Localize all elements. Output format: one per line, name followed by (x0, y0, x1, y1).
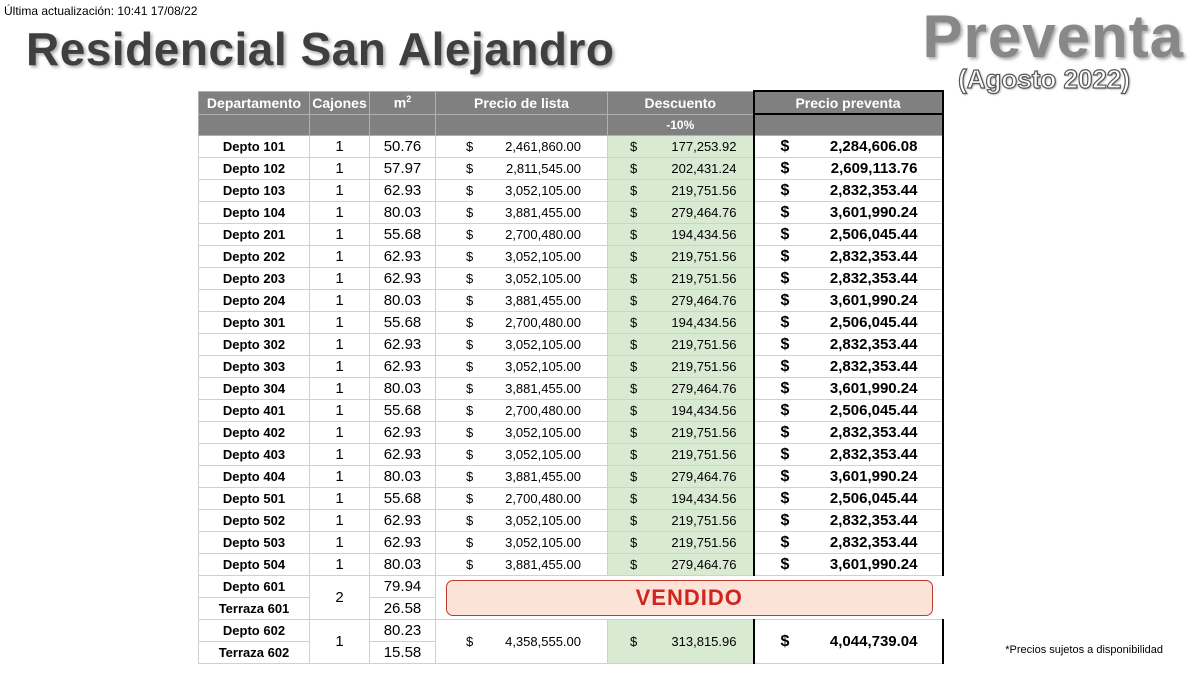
unit-descuento: $ 219,751.56 (608, 268, 754, 290)
unit-m2: 80.03 (370, 466, 436, 488)
unit-precio-lista: $ 2,700,480.00 (436, 224, 608, 246)
unit-m2: 55.68 (370, 488, 436, 510)
table-row (199, 422, 943, 444)
unit-m2: 62.93 (370, 334, 436, 356)
unit-cajones: 1 (310, 202, 370, 224)
unit-precio-lista: $ 2,811,545.00 (436, 158, 608, 180)
unit-precio-preventa: $ 3,601,990.24 (754, 202, 943, 224)
unit-descuento: $ 177,253.92 (608, 136, 754, 158)
unit-m2: 62.93 (370, 180, 436, 202)
unit-cajones: 1 (310, 356, 370, 378)
unit-name: Depto 301 (199, 312, 310, 334)
unit-descuento: $ 219,751.56 (608, 510, 754, 532)
price-table (198, 90, 944, 664)
terrace-name: Terraza 601 (199, 598, 310, 620)
unit-name: Depto 202 (199, 246, 310, 268)
table-row (199, 268, 943, 290)
unit-precio-preventa: $ 2,832,353.44 (754, 422, 943, 444)
sold-cell (436, 576, 943, 620)
unit-m2: 79.94 (370, 576, 436, 598)
unit-descuento: $ 279,464.76 (608, 554, 754, 576)
unit-precio-preventa: $ 2,832,353.44 (754, 532, 943, 554)
header-departamento: Departamento (199, 91, 310, 114)
preventa-heading: Preventa (922, 3, 1184, 70)
unit-m2: 80.03 (370, 378, 436, 400)
unit-precio-preventa: $ 2,284,606.08 (754, 136, 943, 158)
table-row (199, 554, 943, 576)
unit-m2: 62.93 (370, 510, 436, 532)
availability-note: *Precios sujetos a disponibilidad (1005, 644, 1163, 656)
unit-precio-preventa: $ 3,601,990.24 (754, 290, 943, 312)
page-title: Residencial San Alejandro (26, 23, 615, 75)
unit-m2: 80.03 (370, 202, 436, 224)
table-row (199, 334, 943, 356)
unit-name: Depto 504 (199, 554, 310, 576)
discount-percent: -10% (608, 114, 754, 136)
unit-descuento: $ 219,751.56 (608, 334, 754, 356)
unit-descuento: $ 219,751.56 (608, 444, 754, 466)
unit-cajones: 1 (310, 334, 370, 356)
unit-descuento: $ 219,751.56 (608, 422, 754, 444)
unit-cajones: 1 (310, 620, 370, 664)
unit-descuento: $ 279,464.76 (608, 466, 754, 488)
unit-cajones: 1 (310, 158, 370, 180)
table-row (199, 488, 943, 510)
unit-precio-lista: $ 2,700,480.00 (436, 312, 608, 334)
unit-precio-lista: $ 3,881,455.00 (436, 202, 608, 224)
unit-descuento: $ 279,464.76 (608, 290, 754, 312)
table-row (199, 400, 943, 422)
unit-precio-preventa: $ 2,832,353.44 (754, 246, 943, 268)
unit-m2: 80.03 (370, 554, 436, 576)
unit-precio-preventa: $ 2,506,045.44 (754, 224, 943, 246)
unit-name: Depto 203 (199, 268, 310, 290)
header-descuento: Descuento (608, 91, 754, 114)
unit-m2: 62.93 (370, 422, 436, 444)
unit-name: Depto 104 (199, 202, 310, 224)
unit-precio-lista: $ 3,052,105.00 (436, 246, 608, 268)
unit-precio-preventa: $ 3,601,990.24 (754, 378, 943, 400)
unit-m2: 62.93 (370, 268, 436, 290)
unit-descuento: $ 219,751.56 (608, 532, 754, 554)
header-m2: $m^2$ (370, 91, 436, 114)
unit-precio-lista: $ 4,358,555.00 (436, 620, 608, 664)
unit-precio-preventa: $ 4,044,739.04 (754, 620, 943, 664)
unit-precio-lista: $ 3,881,455.00 (436, 290, 608, 312)
unit-precio-lista: $ 2,700,480.00 (436, 488, 608, 510)
unit-descuento: $ 279,464.76 (608, 378, 754, 400)
unit-name: Depto 401 (199, 400, 310, 422)
unit-precio-preventa: $ 2,832,353.44 (754, 334, 943, 356)
unit-name: Depto 302 (199, 334, 310, 356)
unit-descuento: $ 219,751.56 (608, 246, 754, 268)
unit-descuento: $ 194,434.56 (608, 488, 754, 510)
sold-badge: VENDIDO (446, 580, 933, 616)
unit-name: Depto 403 (199, 444, 310, 466)
unit-precio-preventa: $ 2,832,353.44 (754, 268, 943, 290)
unit-precio-lista: $ 3,052,105.00 (436, 444, 608, 466)
unit-precio-lista: $ 3,052,105.00 (436, 510, 608, 532)
unit-descuento: $ 202,431.24 (608, 158, 754, 180)
last-updated: Última actualización: 10:41 17/08/22 (4, 4, 198, 18)
unit-m2: 50.76 (370, 136, 436, 158)
unit-cajones: 1 (310, 400, 370, 422)
unit-m2: 57.97 (370, 158, 436, 180)
preventa-date: (Agosto 2022) (958, 64, 1130, 94)
unit-precio-lista: $ 3,052,105.00 (436, 422, 608, 444)
unit-cajones: 1 (310, 268, 370, 290)
unit-precio-lista: $ 3,881,455.00 (436, 378, 608, 400)
unit-precio-preventa: $ 3,601,990.24 (754, 554, 943, 576)
unit-m2: 62.93 (370, 356, 436, 378)
header-precio-preventa: Precio preventa (754, 91, 943, 114)
unit-cajones: 1 (310, 378, 370, 400)
unit-m2: 62.93 (370, 444, 436, 466)
unit-precio-preventa: $ 2,832,353.44 (754, 444, 943, 466)
unit-precio-preventa: $ 2,832,353.44 (754, 180, 943, 202)
table-row (199, 158, 943, 180)
unit-precio-lista: $ 3,052,105.00 (436, 532, 608, 554)
unit-name: Depto 102 (199, 158, 310, 180)
unit-cajones: 1 (310, 290, 370, 312)
unit-cajones: 1 (310, 312, 370, 334)
table-row (199, 444, 943, 466)
unit-descuento: $ 194,434.56 (608, 224, 754, 246)
unit-precio-preventa: $ 2,832,353.44 (754, 356, 943, 378)
unit-descuento: $ 313,815.96 (608, 620, 754, 664)
unit-precio-preventa: $ 2,506,045.44 (754, 488, 943, 510)
table-row (199, 356, 943, 378)
header-cajones: Cajones (310, 91, 370, 114)
unit-m2: 62.93 (370, 246, 436, 268)
unit-cajones: 1 (310, 444, 370, 466)
unit-cajones: 1 (310, 422, 370, 444)
table-row (199, 378, 943, 400)
unit-precio-lista: $ 3,052,105.00 (436, 334, 608, 356)
unit-name: Depto 303 (199, 356, 310, 378)
unit-cajones: 1 (310, 246, 370, 268)
unit-precio-preventa: $ 2,832,353.44 (754, 510, 943, 532)
unit-cajones: 1 (310, 466, 370, 488)
unit-cajones: 1 (310, 224, 370, 246)
unit-m2: 55.68 (370, 312, 436, 334)
unit-name: Depto 503 (199, 532, 310, 554)
unit-descuento: $ 219,751.56 (608, 180, 754, 202)
table-row (199, 202, 943, 224)
unit-name: Depto 201 (199, 224, 310, 246)
unit-name: Depto 103 (199, 180, 310, 202)
table-row (199, 246, 943, 268)
unit-descuento: $ 219,751.56 (608, 356, 754, 378)
unit-precio-lista: $ 3,881,455.00 (436, 554, 608, 576)
unit-name: Depto 502 (199, 510, 310, 532)
header-precio-lista: Precio de lista (436, 91, 608, 114)
unit-precio-preventa: $ 2,506,045.44 (754, 400, 943, 422)
unit-cajones: 1 (310, 488, 370, 510)
unit-precio-preventa: $ 2,609,113.76 (754, 158, 943, 180)
table-row (199, 466, 943, 488)
unit-cajones: 1 (310, 532, 370, 554)
unit-name: Depto 601 (199, 576, 310, 598)
unit-descuento: $ 194,434.56 (608, 400, 754, 422)
unit-descuento: $ 279,464.76 (608, 202, 754, 224)
unit-cajones: 2 (310, 576, 370, 620)
unit-precio-lista: $ 3,052,105.00 (436, 356, 608, 378)
table-row (199, 290, 943, 312)
unit-name: Depto 304 (199, 378, 310, 400)
unit-name: Depto 101 (199, 136, 310, 158)
unit-cajones: 1 (310, 136, 370, 158)
unit-m2: 55.68 (370, 224, 436, 246)
unit-m2: 80.23 (370, 620, 436, 642)
table-row (199, 532, 943, 554)
unit-m2: 55.68 (370, 400, 436, 422)
terrace-name: Terraza 602 (199, 642, 310, 664)
unit-precio-lista: $ 3,052,105.00 (436, 180, 608, 202)
table-row (199, 224, 943, 246)
unit-cajones: 1 (310, 180, 370, 202)
unit-precio-lista: $ 3,052,105.00 (436, 268, 608, 290)
unit-m2: 62.93 (370, 532, 436, 554)
unit-name: Depto 602 (199, 620, 310, 642)
unit-precio-lista: $ 3,881,455.00 (436, 466, 608, 488)
unit-name: Depto 402 (199, 422, 310, 444)
unit-precio-lista: $ 2,461,860.00 (436, 136, 608, 158)
unit-name: Depto 501 (199, 488, 310, 510)
unit-precio-preventa: $ 3,601,990.24 (754, 466, 943, 488)
terrace-m2: 15.58 (370, 642, 436, 664)
unit-name: Depto 204 (199, 290, 310, 312)
table-row (199, 180, 943, 202)
unit-precio-lista: $ 2,700,480.00 (436, 400, 608, 422)
terrace-m2: 26.58 (370, 598, 436, 620)
unit-descuento: $ 194,434.56 (608, 312, 754, 334)
table-row (199, 510, 943, 532)
unit-cajones: 1 (310, 554, 370, 576)
unit-precio-preventa: $ 2,506,045.44 (754, 312, 943, 334)
unit-m2: 80.03 (370, 290, 436, 312)
unit-cajones: 1 (310, 510, 370, 532)
table-row (199, 312, 943, 334)
table-row (199, 136, 943, 158)
unit-name: Depto 404 (199, 466, 310, 488)
